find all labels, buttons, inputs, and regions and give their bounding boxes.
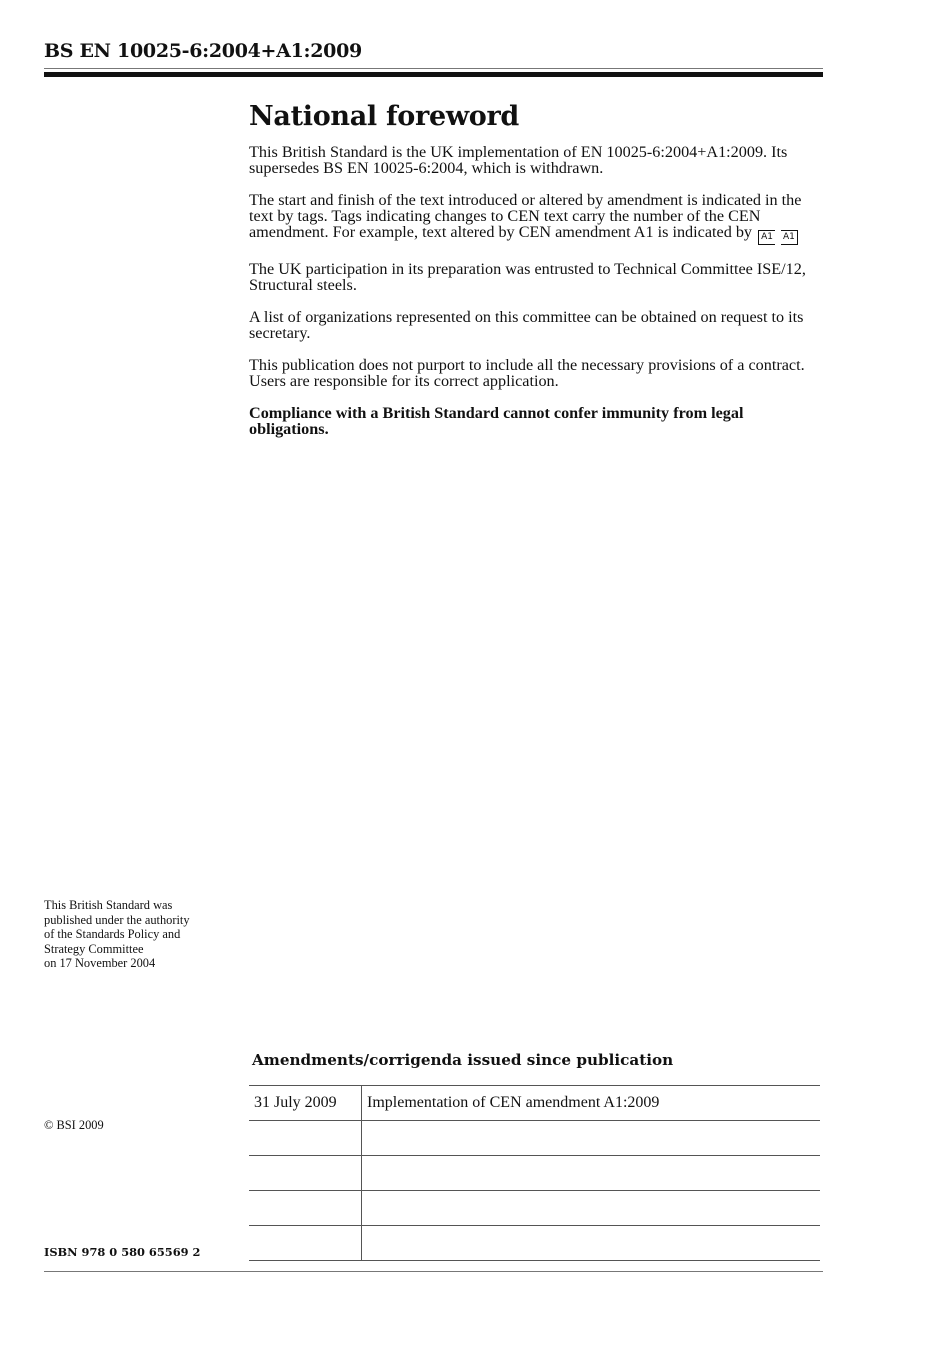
amendment-date-cell <box>249 1156 362 1191</box>
amendment-date-cell <box>249 1226 362 1261</box>
foreword-paragraph-4: A list of organizations represented on this committee can be obtained on request to its secretary. <box>249 308 804 342</box>
header-thin-rule <box>44 68 823 69</box>
amendment-date-cell: 31 July 2009 <box>249 1086 362 1121</box>
table-row <box>249 1156 820 1191</box>
foreword-paragraph-2 <box>249 192 824 245</box>
amendments-heading: Amendments/corrigenda issued since publication <box>252 1051 674 1069</box>
header-thick-rule <box>44 72 823 77</box>
compliance-statement: Compliance with a British Standard cannot confer immunity from legal obligations. <box>249 404 744 438</box>
footer-thin-rule <box>44 1271 823 1272</box>
amendment-comment-cell <box>362 1156 821 1191</box>
sidenote-line: published under the authority <box>44 912 190 927</box>
foreword-paragraph-3: The UK participation in its preparation was entrusted to Technical Committee ISE/12, Structural steels. <box>249 260 806 294</box>
foreword-paragraph-1: This British Standard is the UK implementation of EN 10025-6:2004+A1:2009. Its supersedes BS EN 10025-6:2004, which is withdrawn. <box>249 143 788 177</box>
amendment-end-tag-icon: A1 <box>781 230 798 245</box>
page-title: National foreword <box>249 101 519 132</box>
amendment-comment-cell <box>362 1226 821 1261</box>
sidenote-line: of the Standards Policy and <box>44 927 181 942</box>
amendment-comment-cell <box>362 1191 821 1226</box>
sidenote-line: on 17 November 2004 <box>44 956 156 971</box>
sidenote-line: This British Standard was <box>44 898 173 912</box>
isbn: ISBN 978 0 580 65569 2 <box>44 1245 201 1259</box>
sidenote-line: Strategy Committee <box>44 941 144 956</box>
copyright-notice: © BSI 2009 <box>44 1118 104 1132</box>
foreword-paragraph-5: This publication does not purport to include all the necessary provisions of a contract. Users are responsible for its correct application. <box>249 356 805 390</box>
table-row <box>249 1191 820 1226</box>
document-id: BS EN 10025-6:2004+A1:2009 <box>44 40 362 62</box>
amendment-comment-cell: Implementation of CEN amendment A1:2009 <box>362 1086 821 1121</box>
table-row <box>249 1086 820 1121</box>
amendment-date-cell <box>249 1121 362 1156</box>
amendment-date-cell <box>249 1191 362 1226</box>
amendment-start-tag-icon: A1 <box>758 230 775 245</box>
amendments-table <box>249 1085 820 1261</box>
table-row <box>249 1121 820 1156</box>
table-row <box>249 1226 820 1261</box>
amendment-comment-cell <box>362 1121 821 1156</box>
publication-sidenote <box>44 898 234 971</box>
national-foreword-section <box>249 100 824 453</box>
foreword-paragraph-2-text: The start and finish of the text introduced or altered by amendment is indicated in the text by tags. Tags indicating changes to CEN text carry the number of the CEN amendment. For example, text altered by CEN amendment A1 is indicated by <box>249 191 802 241</box>
